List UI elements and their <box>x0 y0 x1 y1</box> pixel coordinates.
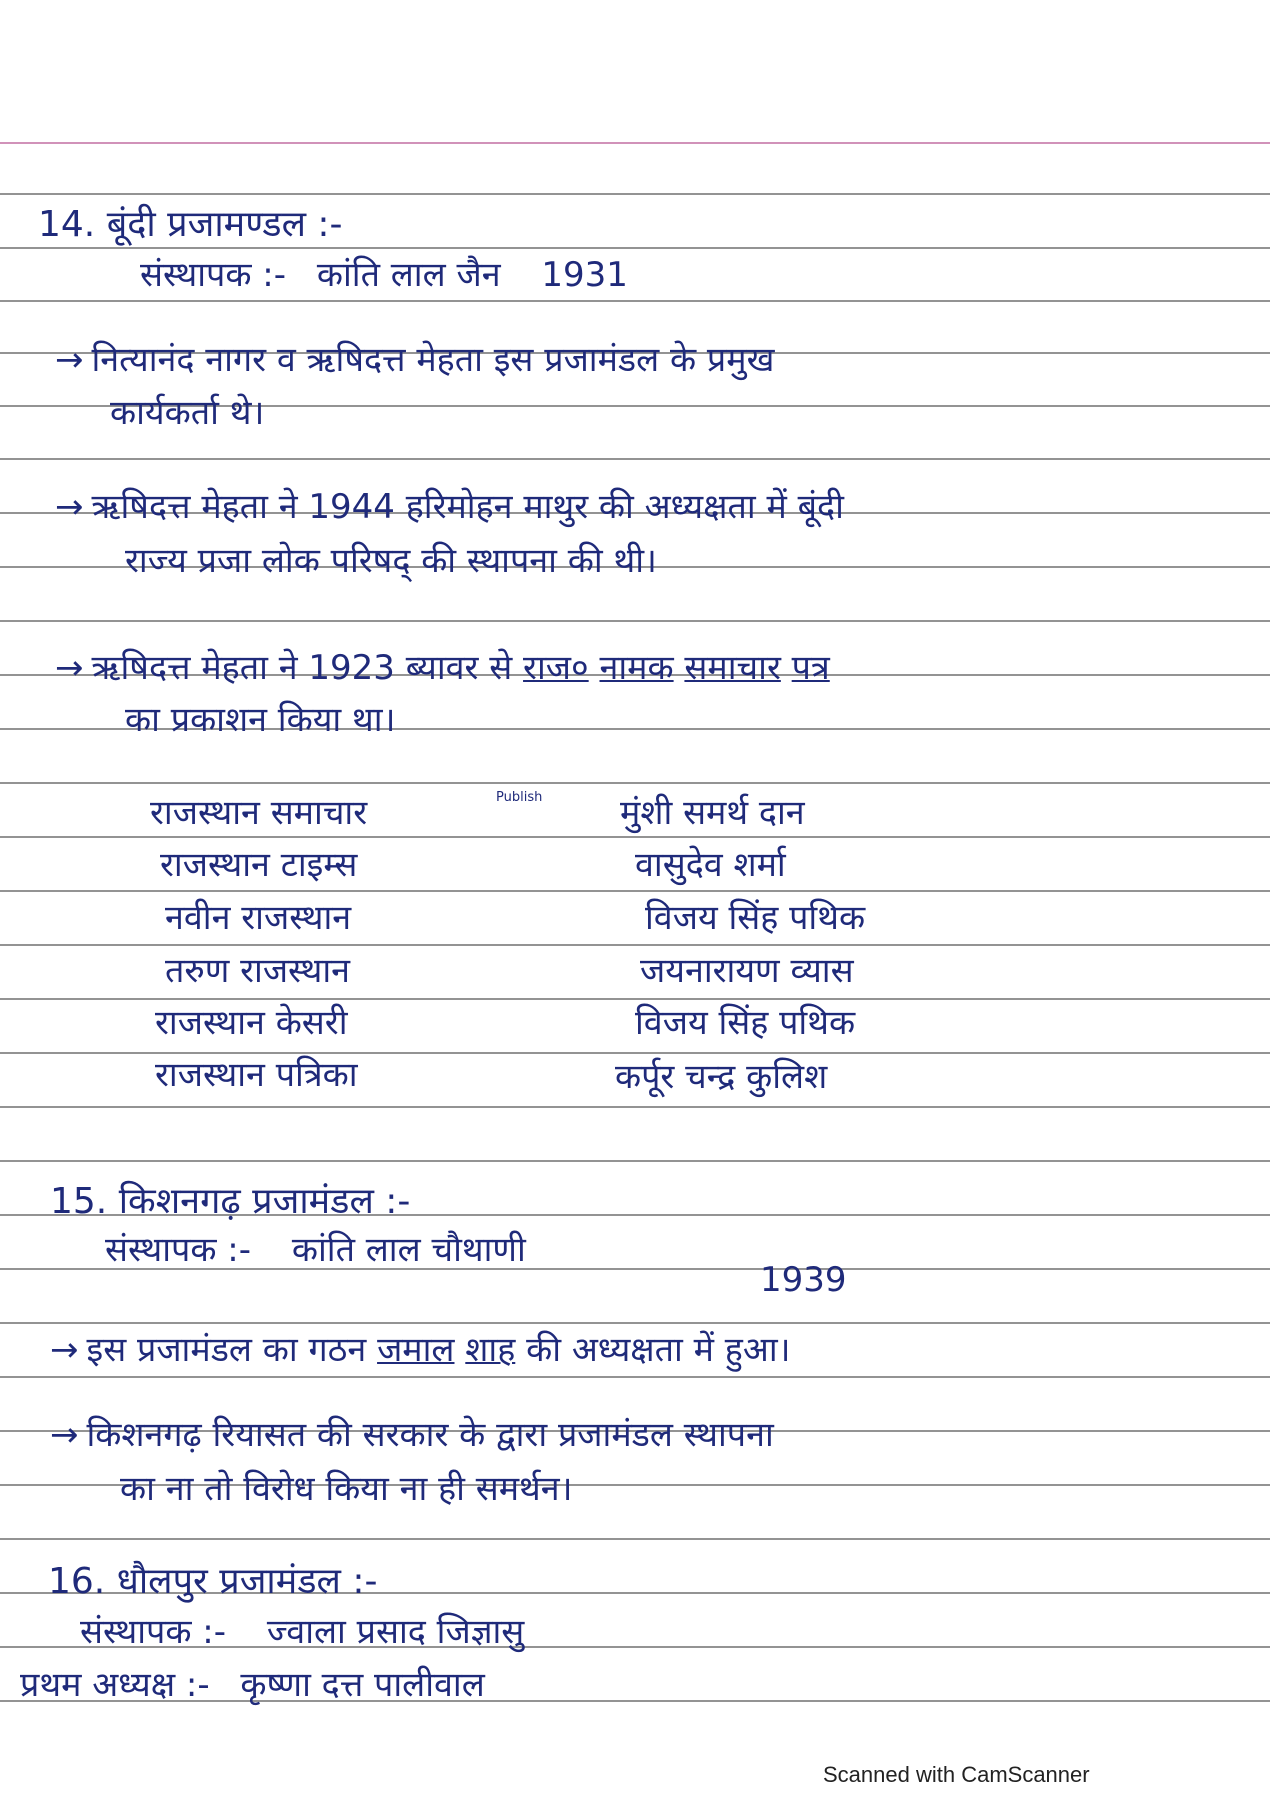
camscanner-watermark: Scanned with CamScanner <box>823 1762 1090 1787</box>
section-14-point-3-line-2: का प्रकाशन किया था। <box>125 700 396 740</box>
section-title: किशनगढ़ प्रजामंडल :- <box>118 1181 411 1222</box>
arrow-icon: → <box>55 487 84 527</box>
underlined-word: राज० <box>523 648 589 688</box>
section-14-point-1-line-2: कार्यकर्ता थे। <box>110 393 265 433</box>
section-14-point-3-line-1: → ऋषिदत्त मेहता ने 1923 ब्यावर से राज० नामक समाचार पत्र <box>55 648 830 688</box>
newspaper-publisher: मुंशी समर्थ दान <box>620 793 805 833</box>
top-margin-line <box>0 142 1270 144</box>
newspaper-publisher: वासुदेव शर्मा <box>635 845 786 885</box>
section-14-point-2-line-2: राज्य प्रजा लोक परिषद् की स्थापना की थी। <box>125 541 657 581</box>
underlined-word: जमाल <box>377 1330 455 1370</box>
newspaper-name: राजस्थान समाचार <box>150 793 368 833</box>
section-15-founder <box>105 1225 526 1271</box>
rule-line <box>0 193 1270 195</box>
rule-line <box>0 458 1270 460</box>
newspaper-publisher: विजय सिंह पथिक <box>635 1003 856 1043</box>
rule-line <box>0 247 1270 249</box>
section-16-president <box>20 1660 485 1706</box>
rule-line <box>0 890 1270 892</box>
newspaper-name: तरुण राजस्थान <box>165 951 350 991</box>
section-number: 14. <box>38 204 96 245</box>
section-14-founder <box>140 250 628 296</box>
section-14-point-2-line-1: → ऋषिदत्त मेहता ने 1944 हरिमोहन माथुर की अध्यक्षता में बूंदी <box>55 487 844 527</box>
section-16-founder <box>80 1607 524 1653</box>
arrow-icon: → <box>55 648 84 688</box>
arrow-icon: → <box>50 1330 79 1370</box>
publish-label: Publish <box>496 790 543 805</box>
rule-line <box>0 620 1270 622</box>
founder-name: कांति लाल जैन <box>316 255 501 295</box>
section-16-heading <box>48 1555 378 1604</box>
section-title: बूंदी प्रजामण्डल :- <box>106 204 343 245</box>
section-15-point-2-line-1: → किशनगढ़ रियासत की सरकार के द्वारा प्रजामंडल स्थापना <box>50 1415 774 1455</box>
section-15-point-2-line-2: का ना तो विरोध किया ना ही समर्थन। <box>120 1469 573 1509</box>
founder-name: कांति लाल चौथाणी <box>291 1230 526 1270</box>
founding-year: 1931 <box>541 255 628 295</box>
founding-year: 1939 <box>760 1260 847 1300</box>
newspaper-publisher: कर्पूर चन्द्र कुलिश <box>615 1057 828 1097</box>
founder-label: संस्थापक :- <box>140 255 287 295</box>
underlined-word: शाह <box>465 1330 516 1370</box>
section-number: 15. <box>50 1181 108 1222</box>
underlined-word: समाचार <box>684 648 781 688</box>
rule-line <box>0 1538 1270 1540</box>
underlined-word: नामक <box>599 648 674 688</box>
rule-line <box>0 1106 1270 1108</box>
newspaper-publisher: जयनारायण व्यास <box>640 951 854 991</box>
founder-name: ज्वाला प्रसाद जिज्ञासु <box>266 1612 525 1652</box>
president-label: प्रथम अध्यक्ष :- <box>20 1665 210 1705</box>
founder-label: संस्थापक :- <box>80 1612 227 1652</box>
president-name: कृष्णा दत्त पालीवाल <box>240 1665 485 1705</box>
section-number: 16. <box>48 1561 106 1602</box>
rule-line <box>0 1160 1270 1162</box>
rule-line <box>0 300 1270 302</box>
newspaper-name: नवीन राजस्थान <box>165 898 352 938</box>
rule-line <box>0 1376 1270 1378</box>
underlined-word: पत्र <box>791 648 830 688</box>
newspaper-name: राजस्थान पत्रिका <box>155 1055 358 1095</box>
rule-line <box>0 1322 1270 1324</box>
newspaper-name: राजस्थान केसरी <box>155 1003 348 1043</box>
newspaper-publisher: विजय सिंह पथिक <box>645 898 866 938</box>
rule-line <box>0 782 1270 784</box>
section-15-heading <box>50 1175 410 1224</box>
newspaper-name: राजस्थान टाइम्स <box>160 845 358 885</box>
founder-label: संस्थापक :- <box>105 1230 252 1270</box>
arrow-icon: → <box>50 1415 79 1455</box>
section-15-point-1: → इस प्रजामंडल का गठन जमाल शाह की अध्यक्षता में हुआ। <box>50 1330 791 1370</box>
arrow-icon: → <box>55 340 84 380</box>
rule-line <box>0 836 1270 838</box>
section-14-heading <box>38 198 343 247</box>
section-title: धौलपुर प्रजामंडल :- <box>116 1561 378 1602</box>
section-14-point-1-line-1: → नित्यानंद नागर व ऋषिदत्त मेहता इस प्रजामंडल के प्रमुख <box>55 340 775 380</box>
